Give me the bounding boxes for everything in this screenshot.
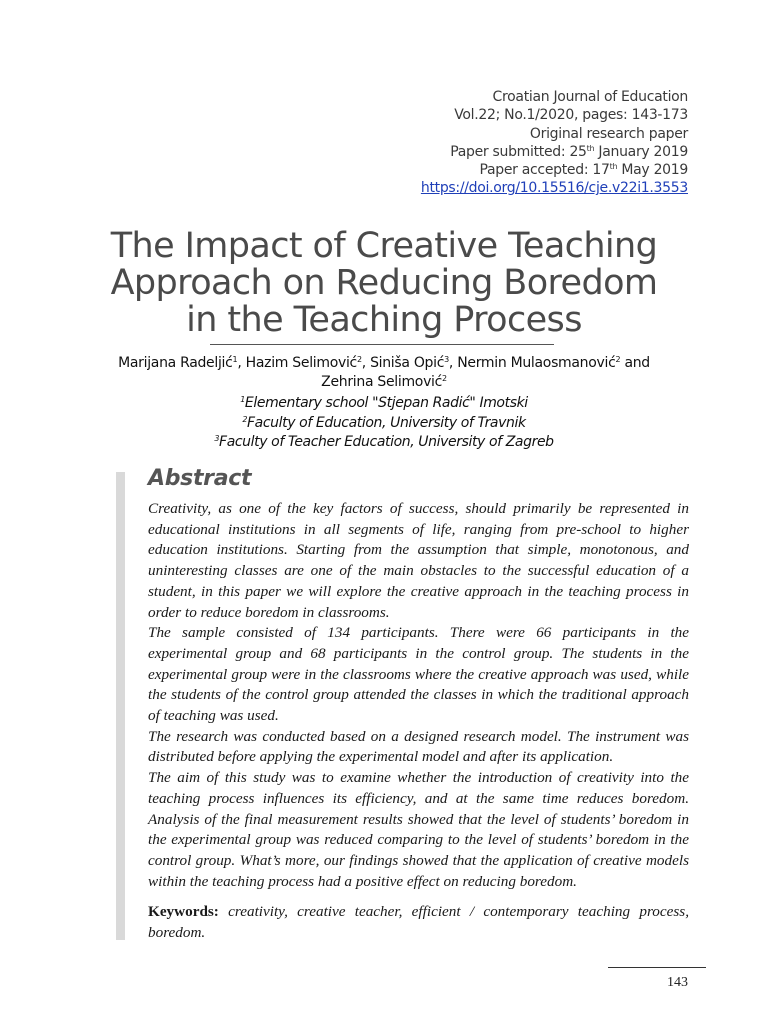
submitted-date: Paper submitted: 25th January 2019 (450, 143, 688, 160)
doi-link[interactable]: https://doi.org/10.15516/cje.v22i1.3553 (420, 180, 688, 197)
author-affiliation-mark: 3 (444, 355, 449, 364)
author-affiliation-mark: 2 (442, 374, 447, 383)
journal-name: Croatian Journal of Education (492, 89, 688, 105)
author-name: Zehrina Selimović (321, 374, 443, 390)
footer-divider (608, 967, 706, 968)
author-affiliation-mark: 2 (356, 355, 362, 364)
abstract-body (148, 499, 689, 892)
abstract-paragraph: The aim of this study was to examine whether the introduction of creativity into the teaching process influences its efficiency, and at the same time reduces boredom. Analysis of the final measurement results showed that the level of students’ boredom in the experimental group was reduced comparing to the level of students’ boredom in the control group. What’s more, our findings showed that the application of creative models within the teaching process had a positive effect on reducing boredom. (148, 769, 689, 890)
keywords-label: Keywords: (148, 903, 219, 920)
page-number: 143 (667, 975, 688, 990)
paper-type: Original research paper (529, 125, 688, 142)
author-affiliation-mark: 2 (615, 355, 621, 364)
paper-title (0, 228, 768, 339)
author-list: Marijana Radeljić$^1$, Hazim Selimović$^2$, Siniša Opić$^3$, Nermin Mulaosmanović$^2$ and Zehrina Selimović$^2$ (118, 355, 650, 390)
keywords-text: creativity, creative teacher, efficient / contemporary teaching process, boredom. (148, 903, 689, 941)
journal-info (421, 88, 688, 198)
affiliation-item: $^3$Faculty of Teacher Education, University of Zagreb (214, 434, 554, 450)
title-line-3: in the Teaching Process (186, 300, 582, 340)
accepted-date: Paper accepted: 17th May 2019 (479, 162, 688, 179)
abstract-paragraph: The research was conducted based on a designed research model. The instrument was distributed before applying the experimental model and after its application. (148, 727, 689, 766)
title-line-1: The Impact of Creative Teaching (110, 226, 658, 266)
author-name: Siniša Opić (370, 355, 445, 371)
author-affiliation-mark: 1 (232, 355, 238, 364)
affiliation-item: $^1$Elementary school "Stjepan Radić" Imotski (240, 395, 528, 411)
author-name: Marijana Radeljić (118, 355, 233, 371)
author-name: Hazim Selimović (245, 355, 357, 371)
abstract-paragraph: The sample consisted of 134 participants. There were 66 participants in the experimental group and 68 participants in the control group. The students in the experimental group were in the classrooms where the creative approach was used, while the students of the control group attended the classes in which the traditional approach of teaching was used. (148, 624, 689, 725)
keywords (148, 902, 689, 943)
affiliation-item: $^2$Faculty of Education, University of Travnik (242, 414, 526, 431)
author-name: Nermin Mulaosmanović (457, 355, 616, 371)
title-divider (210, 344, 554, 345)
affiliation-list (60, 394, 708, 453)
abstract-paragraph: Creativity, as one of the key factors of success, should primarily be represented in educational institutions in all segments of life, ranging from pre-school to higher education institutions. Starting from the assumption that simple, monotonous, and uninteresting classes are one of the main obstacles to the successful education of a student, in this paper we will explore the creative approach in the teaching process in order to reduce boredom in classrooms. (148, 500, 689, 621)
journal-volume: Vol.22; No.1/2020, pages: 143-173 (454, 107, 688, 124)
abstract-sidebar-bar (116, 472, 125, 940)
title-line-2: Approach on Reducing Boredom (110, 263, 658, 303)
abstract-heading: Abstract (148, 466, 252, 491)
